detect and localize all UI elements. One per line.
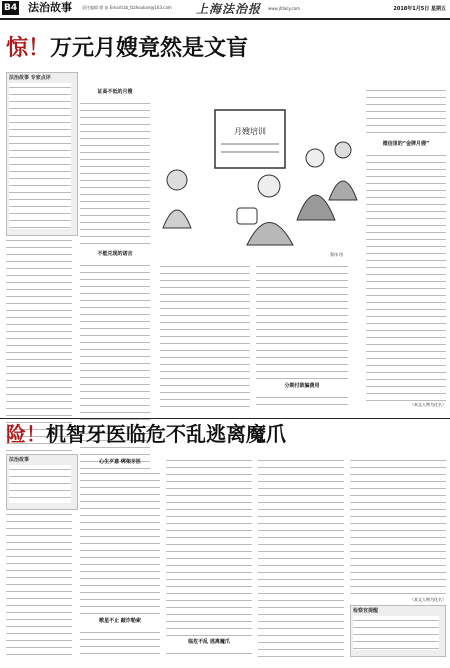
- section-title: 法治故事: [28, 1, 72, 14]
- story2-col-4: [350, 456, 446, 660]
- story1-end-note: （本文人物为化名）: [410, 402, 446, 407]
- story1-col-3: [160, 262, 250, 408]
- story1-sidebox-label: 专家点评: [30, 75, 51, 81]
- header-rule: [0, 18, 450, 20]
- article-text: [80, 628, 160, 660]
- story2-sidebox-title: 法治故事: [9, 457, 30, 463]
- story1-subhead-4: 微信里的“金牌月嫂”: [382, 141, 430, 147]
- story2-subhead-1: 心生歹意 绑架牙医: [99, 459, 141, 465]
- sidebox-text: [353, 616, 439, 650]
- article-text: [166, 456, 252, 636]
- story1-lead-subtitle: 证高不低的月嫂: [97, 89, 133, 95]
- story1-subhead-3: 分期付款骗费用: [284, 383, 320, 389]
- story2-col-left: [6, 510, 72, 660]
- article-text: [258, 456, 344, 660]
- issue-date: 2018年1月5日 星期五: [393, 6, 446, 12]
- editor-info: 责任编辑 徐 宙 Email:lzb_fzzhoukan@163.com: [82, 5, 172, 10]
- story2-subhead-3: 临危不乱 逃离魔爪: [188, 639, 230, 645]
- story1-sidebox: [6, 72, 78, 236]
- story1-headline-mark: 惊！: [6, 35, 51, 61]
- page-tag: B4: [4, 3, 18, 13]
- story1-col-5: [366, 86, 446, 410]
- article-text: [256, 393, 348, 408]
- story1-col-1: [80, 86, 150, 246]
- story1-col-4: [256, 262, 348, 408]
- story2-headline-mark: 险！: [6, 422, 46, 446]
- article-text: [160, 262, 250, 408]
- story2-sidebox: [6, 454, 78, 510]
- masthead: 上海法治报: [196, 2, 262, 16]
- story1-illustration: [157, 100, 362, 250]
- article-text: [256, 262, 348, 380]
- article-text: [80, 99, 150, 246]
- story2-col-1: [80, 456, 160, 660]
- article-text: [350, 456, 446, 596]
- story2-headline-text: 机智牙医临危不乱逃离魔爪: [46, 422, 286, 446]
- page-header: [0, 0, 450, 18]
- illustration-credit: 翟伟 图: [330, 252, 344, 257]
- story1-headline-text: 万元月嫂竟然是文盲: [50, 35, 249, 61]
- story2-subhead-2: 歌星不止 敲诈勒索: [99, 618, 141, 624]
- story1-headline: [6, 37, 248, 59]
- story-divider: [0, 418, 450, 419]
- article-text: [366, 151, 446, 401]
- story2-end-note: （本文人物为化名）: [410, 597, 446, 602]
- article-text: [366, 86, 446, 138]
- story1-sidebox-title: 法治故事: [9, 75, 30, 81]
- sidebox-text: [9, 465, 71, 503]
- article-text: [6, 510, 72, 660]
- article-text: [80, 469, 160, 615]
- editor-box: [350, 605, 446, 657]
- story2-col-2: [166, 456, 252, 660]
- illustration-sign-text: 月嫂培训: [234, 127, 266, 136]
- story2-headline: [6, 424, 286, 444]
- article-text: [166, 649, 252, 660]
- story1-subhead-2: 不能兑现的诺言: [97, 251, 133, 257]
- sidebox-text: [9, 83, 71, 229]
- story2-col-3: [258, 456, 344, 660]
- editor-box-title: 检察官提醒: [353, 608, 379, 614]
- site-url: www.jfdaily.com: [268, 6, 301, 11]
